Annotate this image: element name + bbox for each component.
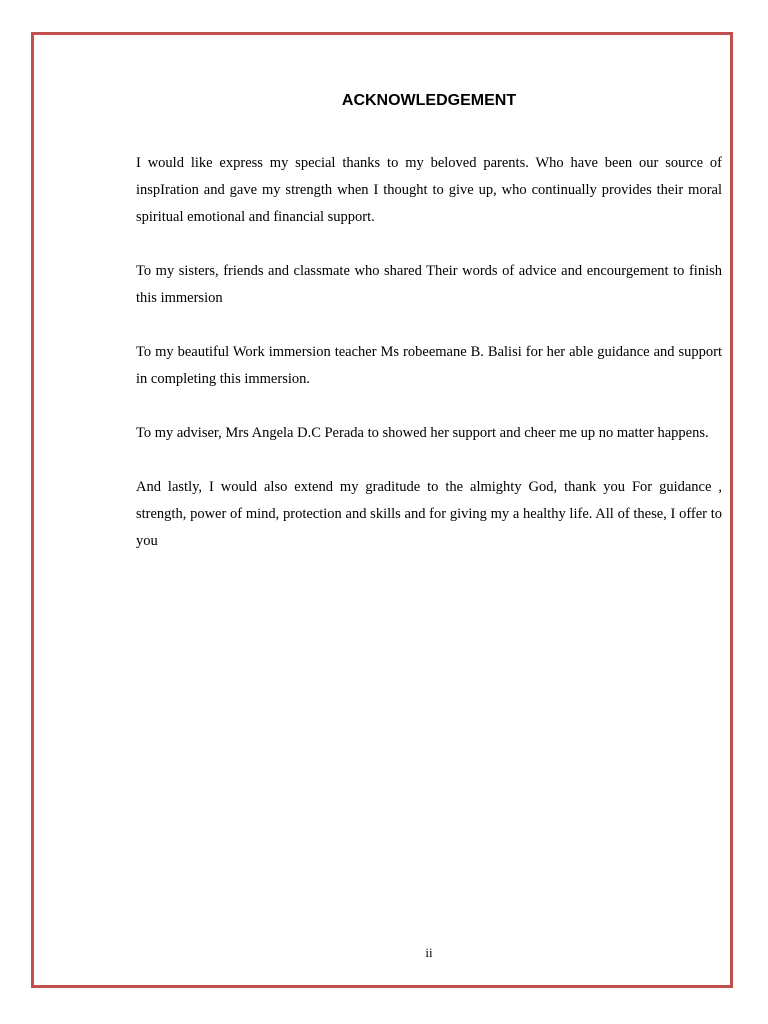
page-title: ACKNOWLEDGEMENT xyxy=(341,92,517,109)
page-number: ii xyxy=(425,945,433,960)
paragraph-teacher: To my beautiful Work immersion teacher Ms robeemane B. Balisi for her able guidance and support in completing this immersion. xyxy=(136,344,722,387)
paragraph-parents: I would like express my special thanks to my beloved parents. Who have been our source of inspIration and gave my strength when I thought to give up, who continually provides their moral spiritual emotional and financial support. xyxy=(136,155,722,225)
paragraph-sisters-friends: To my sisters, friends and classmate who shared Their words of advice and encourgement to finish this immersion xyxy=(136,263,722,306)
document-body xyxy=(136,150,722,582)
paragraph-adviser: To my adviser, Mrs Angela D.C Perada to showed her support and cheer me up no matter happens. xyxy=(136,425,709,441)
paragraph-god: And lastly, I would also extend my graditude to the almighty God, thank you For guidance , strength, power of mind, protection and skills and for giving my a healthy life. All of these, I offer to you xyxy=(136,479,722,549)
